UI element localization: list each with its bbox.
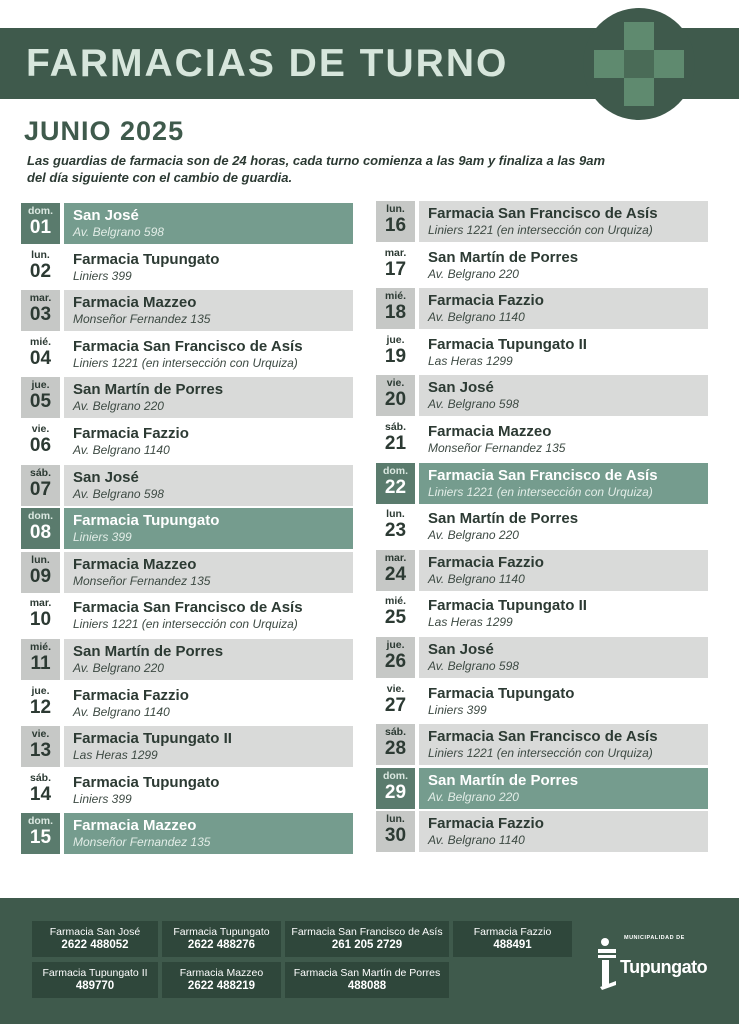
contact-name: Farmacia Mazzeo <box>179 967 264 979</box>
pharmacy-address: Liniers 399 <box>73 268 132 283</box>
day-number: 17 <box>384 258 407 280</box>
pharmacy-info <box>64 639 353 680</box>
date-block <box>376 332 415 373</box>
pharmacy-name: Farmacia Mazzeo <box>428 422 552 440</box>
schedule-row <box>376 592 708 636</box>
schedule-row <box>376 505 708 549</box>
date-block <box>21 813 60 854</box>
date-block <box>21 203 60 244</box>
day-number: 20 <box>384 389 407 411</box>
date-block <box>21 290 60 331</box>
date-block <box>376 245 415 286</box>
pharmacy-name: San Martín de Porres <box>428 510 579 528</box>
contact-card <box>285 962 449 998</box>
day-of-week: vie. <box>31 422 50 435</box>
day-number: 21 <box>384 432 407 454</box>
date-block <box>376 811 415 852</box>
pharmacy-address: Liniers 1221 (en intersección con Urquiza) <box>73 355 298 370</box>
pharmacy-address: Av. Belgrano 220 <box>73 660 164 675</box>
contact-card <box>162 921 281 957</box>
pharmacy-info <box>64 421 353 462</box>
pharmacy-name: Farmacia Tupungato <box>73 773 220 791</box>
schedule-row <box>376 767 708 811</box>
pharmacy-name: San José <box>428 640 494 658</box>
pharmacy-name: Farmacia Fazzio <box>428 292 544 310</box>
contact-phone: 488491 <box>493 939 532 951</box>
pharmacy-info <box>419 375 708 416</box>
schedule-row <box>376 723 708 767</box>
month-heading: JUNIO 2025 <box>24 116 185 146</box>
schedule-row <box>376 287 708 331</box>
date-block <box>21 770 60 811</box>
pharmacy-name: Farmacia Tupungato II <box>428 597 587 615</box>
schedule-row <box>21 638 353 682</box>
pharmacy-name: Farmacia Tupungato II <box>73 730 232 748</box>
pharmacy-name: Farmacia Fazzio <box>428 553 544 571</box>
pharmacy-address: Liniers 399 <box>73 530 132 545</box>
date-block <box>376 288 415 329</box>
schedule-row <box>376 462 708 506</box>
contact-name: Farmacia Tupungato <box>173 926 270 938</box>
contact-name: Farmacia Tupungato II <box>42 967 148 979</box>
contact-phone: 2622 488276 <box>187 939 256 951</box>
pharmacy-info <box>64 334 353 375</box>
pharmacy-info <box>419 332 708 373</box>
day-of-week: dom. <box>27 205 54 217</box>
pharmacy-info <box>64 726 353 767</box>
pharmacy-cross-icon <box>583 8 695 120</box>
contact-phone: 489770 <box>75 980 115 992</box>
pharmacy-address: Av. Belgrano 1140 <box>428 571 525 586</box>
pharmacy-address: Av. Belgrano 1140 <box>428 833 525 848</box>
day-number: 12 <box>29 696 52 718</box>
pharmacy-address: Av. Belgrano 220 <box>428 266 519 281</box>
contact-phone: 2622 488219 <box>187 980 256 992</box>
date-block <box>21 465 60 506</box>
day-number: 08 <box>29 522 52 544</box>
contact-card <box>453 921 572 957</box>
date-block <box>376 506 415 547</box>
pharmacy-address: Liniers 1221 (en intersección con Urquiza) <box>428 746 653 761</box>
day-number: 13 <box>29 740 52 762</box>
pharmacy-address: Liniers 1221 (en intersección con Urquiza) <box>73 617 298 632</box>
day-number: 25 <box>384 607 407 629</box>
pharmacy-address: Av. Belgrano 598 <box>428 397 519 412</box>
day-of-week: jue. <box>386 333 405 346</box>
pharmacy-name: San José <box>428 379 494 397</box>
day-number: 16 <box>384 215 407 236</box>
day-of-week: lun. <box>386 813 405 826</box>
pharmacy-info <box>419 681 708 722</box>
day-of-week: mié. <box>29 335 51 348</box>
date-block <box>21 377 60 418</box>
day-number: 04 <box>29 347 52 369</box>
pharmacy-name: San Martín de Porres <box>428 248 579 266</box>
date-block <box>376 375 415 416</box>
contact-card <box>285 921 449 957</box>
pharmacy-name: Farmacia Mazzeo <box>73 817 197 835</box>
pharmacy-address: Liniers 399 <box>428 702 487 717</box>
pharmacy-address: Las Heras 1299 <box>73 748 158 763</box>
day-of-week: vie. <box>386 377 405 390</box>
schedule-row <box>376 680 708 724</box>
schedule-column-left <box>21 202 353 856</box>
pharmacy-info <box>64 508 353 549</box>
day-number: 06 <box>29 434 52 456</box>
date-block <box>21 639 60 680</box>
date-block <box>376 637 415 678</box>
pharmacy-info <box>64 683 353 724</box>
date-block <box>21 595 60 636</box>
date-block <box>376 681 415 722</box>
date-block <box>21 421 60 462</box>
schedule-row <box>21 202 353 246</box>
day-number: 22 <box>384 476 407 498</box>
contact-name: Farmacia Fazzio <box>473 926 552 938</box>
pharmacy-info <box>64 203 353 244</box>
page-title: FARMACIAS DE TURNO <box>26 42 509 85</box>
schedule-row <box>21 812 353 856</box>
pharmacy-address: Las Heras 1299 <box>428 615 513 630</box>
pharmacy-address: Monseñor Fernandez 135 <box>73 312 211 327</box>
schedule-row <box>21 289 353 333</box>
contact-phone: 488088 <box>347 980 387 992</box>
schedule-row <box>21 769 353 813</box>
day-of-week: dom. <box>382 464 409 477</box>
pharmacy-info <box>64 813 353 854</box>
day-of-week: sáb. <box>29 771 51 784</box>
pharmacy-address: Las Heras 1299 <box>428 353 513 368</box>
pharmacy-name: Farmacia Tupungato II <box>428 335 587 353</box>
municipality-logo <box>596 935 721 993</box>
day-number: 24 <box>384 563 407 585</box>
day-of-week: mié. <box>384 595 406 608</box>
logo-wordmark: Tupungato <box>620 957 708 977</box>
pharmacy-info <box>419 419 708 460</box>
day-number: 10 <box>29 609 52 631</box>
date-block <box>376 463 415 504</box>
pharmacy-address: Av. Belgrano 598 <box>73 225 164 239</box>
pharmacy-name: Farmacia Fazzio <box>73 686 189 704</box>
pharmacy-address: Monseñor Fernandez 135 <box>73 573 211 588</box>
pharmacy-name: Farmacia Tupungato <box>73 512 220 530</box>
date-block <box>21 508 60 549</box>
pharmacy-address: Av. Belgrano 598 <box>73 486 164 501</box>
pharmacy-info <box>419 245 708 286</box>
day-number: 30 <box>384 825 407 847</box>
day-number: 14 <box>29 783 52 805</box>
pharmacy-name: Farmacia San Francisco de Asís <box>73 337 303 355</box>
day-number: 18 <box>384 302 407 324</box>
contact-card <box>32 921 158 957</box>
contact-name: Farmacia San José <box>49 926 141 938</box>
day-number: 02 <box>29 260 52 282</box>
day-of-week: mar. <box>384 246 407 259</box>
pharmacy-address: Av. Belgrano 220 <box>428 789 519 804</box>
day-number: 01 <box>29 217 52 238</box>
day-number: 28 <box>384 738 407 760</box>
pharmacy-address: Av. Belgrano 1140 <box>73 704 170 719</box>
pharmacy-name: Farmacia Mazzeo <box>73 555 197 573</box>
pharmacy-name: San Martín de Porres <box>428 771 579 789</box>
day-number: 15 <box>29 827 52 849</box>
day-of-week: lun. <box>386 203 405 215</box>
day-of-week: dom. <box>27 510 54 523</box>
pharmacy-info <box>419 463 708 504</box>
day-number: 03 <box>29 304 52 326</box>
pharmacy-address: Liniers 399 <box>73 791 132 806</box>
pharmacy-info <box>419 288 708 329</box>
schedule-row <box>21 594 353 638</box>
schedule-row <box>21 507 353 551</box>
contact-card <box>32 962 158 998</box>
day-of-week: mar. <box>29 292 52 305</box>
pharmacy-name: Farmacia San Francisco de Asís <box>428 466 658 484</box>
contact-name: Farmacia San Martín de Porres <box>293 967 441 979</box>
schedule-row <box>21 333 353 377</box>
day-of-week: sáb. <box>384 420 406 433</box>
date-block <box>376 550 415 591</box>
day-of-week: mié. <box>384 290 406 303</box>
schedule-row <box>21 376 353 420</box>
schedule-row <box>376 374 708 418</box>
tupungato-logo-icon <box>596 937 620 991</box>
day-number: 09 <box>29 565 52 587</box>
pharmacy-info <box>64 552 353 593</box>
logo-subtitle: MUNICIPALIDAD DE <box>624 935 685 941</box>
date-block <box>21 247 60 288</box>
day-number: 11 <box>30 652 51 674</box>
contact-name: Farmacia San Francisco de Asís <box>291 926 443 938</box>
day-of-week: vie. <box>31 728 50 741</box>
contact-card <box>162 962 281 998</box>
pharmacy-name: San José <box>73 207 139 224</box>
day-of-week: mar. <box>29 597 52 610</box>
pharmacy-address: Av. Belgrano 1140 <box>73 442 170 457</box>
pharmacy-info <box>64 290 353 331</box>
pharmacy-info <box>419 201 708 242</box>
day-number: 05 <box>29 391 52 413</box>
schedule-row <box>21 246 353 290</box>
day-of-week: mar. <box>384 551 407 564</box>
pharmacy-name: San Martín de Porres <box>73 642 224 660</box>
pharmacy-info <box>419 811 708 852</box>
pharmacy-info <box>64 247 353 288</box>
pharmacy-address: Av. Belgrano 598 <box>428 658 519 673</box>
day-of-week: jue. <box>31 684 50 697</box>
date-block <box>376 724 415 765</box>
pharmacy-name: Farmacia San Francisco de Asís <box>428 728 658 746</box>
pharmacy-name: San José <box>73 468 139 486</box>
pharmacy-name: Farmacia Mazzeo <box>73 294 197 312</box>
pharmacy-name: San Martín de Porres <box>73 381 224 399</box>
pharmacy-address: Av. Belgrano 220 <box>73 399 164 414</box>
pharmacy-info <box>64 377 353 418</box>
schedule-column-right <box>376 200 708 854</box>
pharmacy-address: Monseñor Fernandez 135 <box>73 835 211 850</box>
date-block <box>21 552 60 593</box>
date-block <box>376 419 415 460</box>
pharmacy-name: Farmacia San Francisco de Asís <box>73 599 303 617</box>
schedule-row <box>21 420 353 464</box>
day-of-week: sáb. <box>384 726 406 739</box>
pharmacy-address: Liniers 1221 (en intersección con Urquiza) <box>428 223 653 237</box>
pharmacy-name: Farmacia San Francisco de Asís <box>428 205 658 222</box>
schedule-row <box>376 418 708 462</box>
date-block <box>376 593 415 634</box>
schedule-row <box>21 551 353 595</box>
schedule-row <box>21 725 353 769</box>
day-number: 29 <box>384 781 407 803</box>
day-number: 07 <box>29 478 52 500</box>
day-of-week: jue. <box>386 638 405 651</box>
schedule-row <box>376 636 708 680</box>
contact-phone: 2622 488052 <box>61 939 129 951</box>
schedule-row <box>376 549 708 593</box>
pharmacy-info <box>64 595 353 636</box>
pharmacy-info <box>419 506 708 547</box>
pharmacy-info <box>419 550 708 591</box>
day-of-week: mié. <box>29 640 51 653</box>
pharmacy-info <box>64 465 353 506</box>
day-number: 26 <box>384 650 407 672</box>
schedule-row <box>21 682 353 726</box>
pharmacy-info <box>419 593 708 634</box>
pharmacy-name: Farmacia Fazzio <box>428 815 544 833</box>
day-number: 19 <box>384 345 407 367</box>
date-block <box>21 683 60 724</box>
pharmacy-name: Farmacia Tupungato <box>428 684 575 702</box>
pharmacy-info <box>419 768 708 809</box>
date-block <box>21 334 60 375</box>
date-block <box>376 201 415 242</box>
pharmacy-info <box>64 770 353 811</box>
pharmacy-address: Av. Belgrano 220 <box>428 528 519 543</box>
day-of-week: sáb. <box>29 466 51 479</box>
contact-phone: 261 205 2729 <box>331 939 403 951</box>
day-of-week: lun. <box>31 248 50 261</box>
intro-text: Las guardias de farmacia son de 24 horas, cada turno comienza a las 9am y finaliza a las 9am del día siguiente con el cambio de guardia. <box>27 153 606 185</box>
day-of-week: vie. <box>386 682 405 695</box>
day-of-week: lun. <box>31 553 50 566</box>
schedule-row <box>376 200 708 244</box>
day-of-week: lun. <box>386 508 405 521</box>
date-block <box>376 768 415 809</box>
pharmacy-info <box>419 724 708 765</box>
day-of-week: dom. <box>27 815 54 828</box>
schedule-row <box>376 244 708 288</box>
pharmacy-address: Av. Belgrano 1140 <box>428 310 525 325</box>
schedule-row <box>21 464 353 508</box>
day-number: 27 <box>384 694 407 716</box>
day-of-week: jue. <box>31 379 50 392</box>
date-block <box>21 726 60 767</box>
pharmacy-address: Monseñor Fernandez 135 <box>428 440 566 455</box>
day-of-week: dom. <box>382 769 409 782</box>
day-number: 23 <box>384 520 407 542</box>
schedule-row <box>376 810 708 854</box>
pharmacy-name: Farmacia Tupungato <box>73 250 220 268</box>
schedule-row <box>376 331 708 375</box>
pharmacy-name: Farmacia Fazzio <box>73 424 189 442</box>
pharmacy-address: Liniers 1221 (en intersección con Urquiza) <box>428 484 653 499</box>
pharmacy-info <box>419 637 708 678</box>
